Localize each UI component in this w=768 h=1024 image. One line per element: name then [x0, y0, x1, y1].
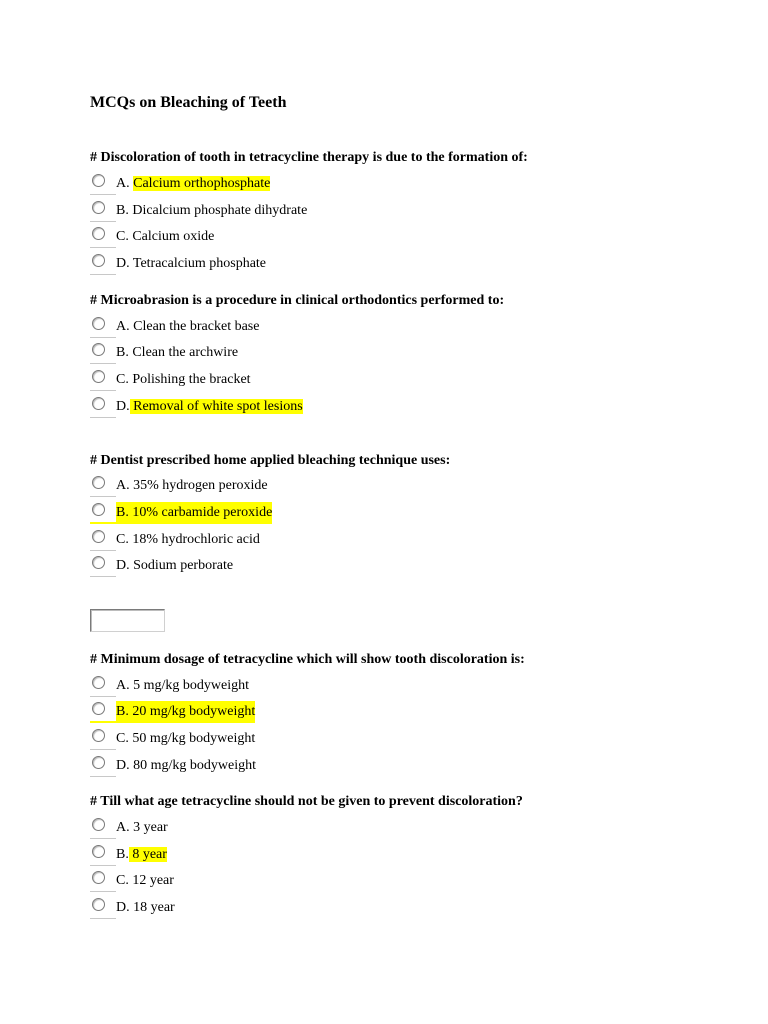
option-text: 12 year	[132, 873, 174, 888]
q4-option-d[interactable]	[90, 755, 390, 777]
option-letter: A.	[116, 176, 130, 191]
radio-button[interactable]	[92, 201, 105, 214]
question-4-text: # Minimum dosage of tetracycline which will show tooth discoloration is:	[90, 652, 525, 667]
question-2-text: # Microabrasion is a procedure in clinical orthodontics performed to:	[90, 293, 505, 308]
option-letter: D.	[116, 256, 130, 271]
option-text: Clean the bracket base	[133, 319, 260, 334]
option-text: 18% hydrochloric acid	[132, 532, 260, 547]
option-letter: C.	[116, 873, 129, 888]
option-text-correct: 20 mg/kg bodyweight	[132, 704, 256, 719]
option-text: 3 year	[133, 820, 168, 835]
q1-option-c[interactable]	[90, 226, 390, 248]
option-letter: A.	[116, 820, 130, 835]
q5-option-d[interactable]	[90, 897, 390, 919]
page-title: MCQs on Bleaching of Teeth	[90, 94, 287, 111]
option-letter: A.	[116, 478, 130, 493]
radio-button[interactable]	[92, 898, 105, 911]
option-text: 50 mg/kg bodyweight	[132, 731, 256, 746]
option-letter: D.	[116, 758, 130, 773]
option-text-correct: 8 year	[129, 847, 167, 862]
radio-button[interactable]	[92, 503, 105, 516]
q1-option-d[interactable]	[90, 253, 390, 275]
option-text: Sodium perborate	[133, 558, 234, 573]
option-text: Polishing the bracket	[132, 372, 251, 387]
option-letter: A.	[116, 678, 130, 693]
option-letter: D.	[116, 399, 130, 414]
q4-option-c[interactable]	[90, 728, 390, 750]
q3-option-b[interactable]	[90, 502, 390, 524]
q2-option-d[interactable]	[90, 396, 390, 418]
option-text: Tetracalcium phosphate	[132, 256, 267, 271]
q4-option-a[interactable]	[90, 675, 390, 697]
q5-option-a[interactable]	[90, 817, 390, 839]
q1-option-a[interactable]	[90, 173, 390, 195]
option-text: 18 year	[133, 900, 175, 915]
radio-button[interactable]	[92, 343, 105, 356]
radio-button[interactable]	[92, 845, 105, 858]
q3-option-d[interactable]	[90, 555, 390, 577]
question-5-text: # Till what age tetracycline should not be given to prevent discoloration?	[90, 794, 523, 809]
option-letter: B.	[116, 847, 129, 862]
radio-button[interactable]	[92, 397, 105, 410]
radio-button[interactable]	[92, 702, 105, 715]
radio-button[interactable]	[92, 556, 105, 569]
option-letter: C.	[116, 731, 129, 746]
option-letter: B.	[116, 505, 129, 520]
q4-option-b[interactable]	[90, 701, 390, 723]
radio-button[interactable]	[92, 174, 105, 187]
q1-option-b[interactable]	[90, 200, 390, 222]
question-1-text: # Discoloration of tooth in tetracycline therapy is due to the formation of:	[90, 150, 528, 165]
radio-button[interactable]	[92, 370, 105, 383]
option-text-correct: 10% carbamide peroxide	[132, 505, 273, 520]
q5-option-b[interactable]	[90, 844, 390, 866]
option-letter: D.	[116, 558, 130, 573]
option-letter: B.	[116, 345, 129, 360]
radio-button[interactable]	[92, 676, 105, 689]
q3-option-a[interactable]	[90, 475, 390, 497]
option-letter: A.	[116, 319, 130, 334]
radio-button[interactable]	[92, 871, 105, 884]
option-text: Clean the archwire	[132, 345, 239, 360]
radio-button[interactable]	[92, 254, 105, 267]
option-text: Dicalcium phosphate dihydrate	[132, 203, 308, 218]
option-text: 5 mg/kg bodyweight	[133, 678, 250, 693]
option-letter: C.	[116, 229, 129, 244]
option-text-correct: Calcium orthophosphate	[133, 176, 271, 191]
question-3-text: # Dentist prescribed home applied bleaching technique uses:	[90, 453, 451, 468]
radio-button[interactable]	[92, 317, 105, 330]
q3-option-c[interactable]	[90, 529, 390, 551]
answer-input-box[interactable]	[90, 609, 165, 632]
option-text-correct: Removal of white spot lesions	[130, 399, 303, 414]
option-text: 80 mg/kg bodyweight	[133, 758, 257, 773]
q5-option-c[interactable]	[90, 870, 390, 892]
option-letter: B.	[116, 203, 129, 218]
radio-button[interactable]	[92, 756, 105, 769]
radio-button[interactable]	[92, 530, 105, 543]
q2-option-c[interactable]	[90, 369, 390, 391]
radio-button[interactable]	[92, 227, 105, 240]
radio-button[interactable]	[92, 818, 105, 831]
option-letter: D.	[116, 900, 130, 915]
q2-option-a[interactable]	[90, 316, 390, 338]
option-text: Calcium oxide	[132, 229, 215, 244]
option-letter: B.	[116, 704, 129, 719]
option-letter: C.	[116, 532, 129, 547]
q2-option-b[interactable]	[90, 342, 390, 364]
radio-button[interactable]	[92, 729, 105, 742]
radio-button[interactable]	[92, 476, 105, 489]
option-text: 35% hydrogen peroxide	[133, 478, 268, 493]
option-letter: C.	[116, 372, 129, 387]
